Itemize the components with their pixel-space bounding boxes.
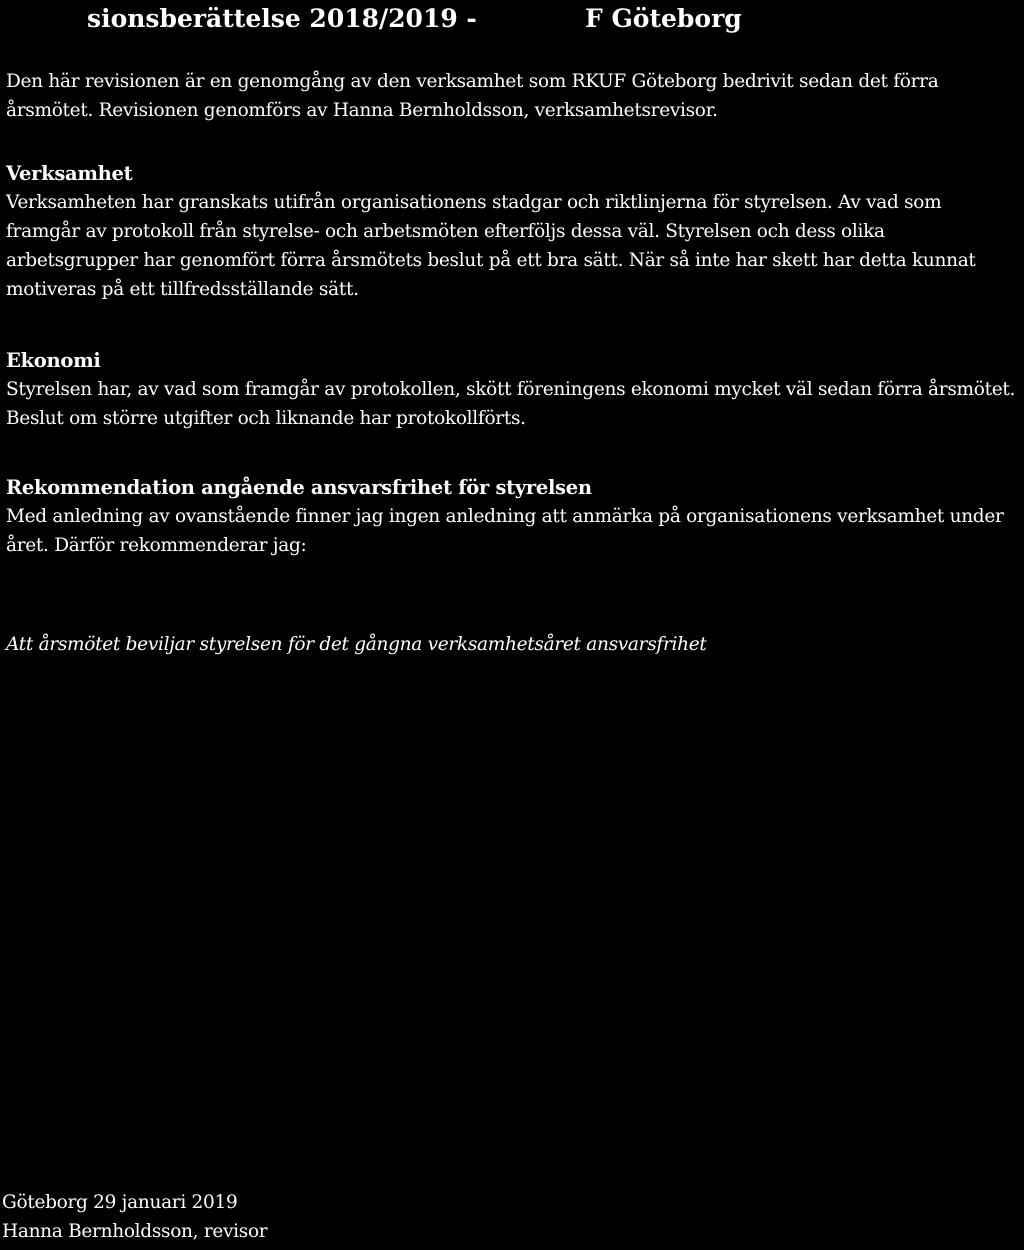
signature-place-date: Göteborg 29 januari 2019 <box>2 1192 238 1213</box>
section-rekommendation <box>6 473 1018 560</box>
section-body-ekonomi: Styrelsen har, av vad som framgår av protokollen, skött föreningens ekonomi mycket väl sedan förra årsmötet. Beslut om större utgifter och liknande har protokollförts. <box>6 379 1016 429</box>
section-heading-verksamhet: Verksamhet <box>6 162 133 185</box>
section-body-verksamhet: Verksamheten har granskats utifrån organisationens stadgar och riktlinjerna för styrelsen. Av vad som framgår av protokoll från styrelse- och arbetsmöten efterföljs dessa väl. Styrelsen och dess olika arbetsgrupper har genomfört förra årsmötets beslut på ett bra sätt. När så inte har skett har detta kunnat motiveras på ett tillfredsställande sätt. <box>6 192 976 300</box>
document-title-left: sionsberättelse 2018/2019 - <box>87 4 477 33</box>
section-heading-ekonomi: Ekonomi <box>6 349 101 372</box>
section-body-rekommendation: Med anledning av ovanstående finner jag ingen anledning att anmärka på organisationens verksamhet under året. Därför rekommenderar jag: <box>6 506 1004 556</box>
recommendation-statement: Att årsmötet beviljar styrelsen för det gångna verksamhetsåret ansvarsfrihet <box>6 634 707 655</box>
section-ekonomi <box>6 346 1018 433</box>
signature-name: Hanna Bernholdsson, revisor <box>2 1221 268 1242</box>
signature-block <box>2 1188 1014 1246</box>
document-title-right: F Göteborg <box>585 4 742 33</box>
intro-paragraph: Den här revisionen är en genomgång av den verksamhet som RKUF Göteborg bedrivit sedan det förra årsmötet. Revisionen genomförs av Hanna Bernholdsson, verksamhetsrevisor. <box>6 71 939 121</box>
document-title <box>0 0 1024 38</box>
section-verksamhet <box>6 159 1018 304</box>
intro-section <box>6 67 1018 125</box>
section-heading-rekommendation: Rekommendation angående ansvarsfrihet för styrelsen <box>6 476 592 499</box>
